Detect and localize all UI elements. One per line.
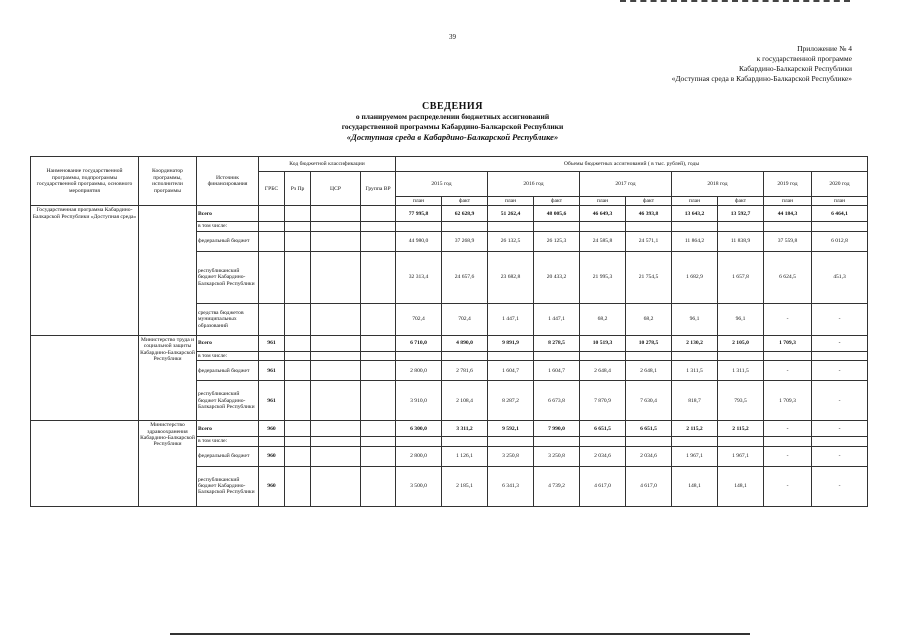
heading-line-4: «Доступная среда в Кабардино-Балкарской Республике» [346, 132, 559, 142]
source-cell: в том числе: [197, 222, 259, 231]
value-cell [672, 351, 718, 360]
header-plan: план [764, 197, 812, 206]
appendix-block [552, 44, 852, 84]
value-cell [718, 351, 764, 360]
value-cell [488, 351, 534, 360]
value-cell: 13 592,7 [718, 206, 764, 222]
value-cell: 24 571,1 [626, 231, 672, 251]
header-rzpr: Рз Пр [285, 172, 311, 206]
value-cell: 77 995,8 [396, 206, 442, 222]
value-cell: 6 651,5 [580, 421, 626, 437]
value-cell: 6 624,5 [764, 251, 812, 303]
value-cell: 3 910,0 [396, 381, 442, 421]
vr-cell [361, 381, 396, 421]
value-cell [626, 437, 672, 446]
value-cell: 6 012,8 [812, 231, 868, 251]
value-cell [764, 437, 812, 446]
rzpr-cell [285, 222, 311, 231]
header-fact: факт [534, 197, 580, 206]
value-cell: 2 105,0 [718, 335, 764, 351]
value-cell: 2 034,6 [580, 446, 626, 466]
value-cell: 13 643,2 [672, 206, 718, 222]
appendix-line-2: к государственной программе [756, 54, 852, 63]
header-plan: план [812, 197, 868, 206]
value-cell: 1 967,1 [672, 446, 718, 466]
value-cell: 9 592,1 [488, 421, 534, 437]
value-cell [396, 437, 442, 446]
value-cell: 702,4 [396, 303, 442, 335]
vr-cell [361, 222, 396, 231]
grbs-cell [259, 437, 285, 446]
value-cell: 1 709,3 [764, 335, 812, 351]
vr-cell [361, 251, 396, 303]
value-cell: 1 447,1 [488, 303, 534, 335]
appendix-line-3: Кабардино-Балкарской Республики [738, 64, 852, 73]
grbs-cell: 960 [259, 466, 285, 506]
header-year-2016: 2016 год [488, 172, 580, 197]
value-cell: - [812, 361, 868, 381]
value-cell: 32 313,4 [396, 251, 442, 303]
vr-cell [361, 437, 396, 446]
value-cell: 793,5 [718, 381, 764, 421]
value-cell: 48 005,6 [534, 206, 580, 222]
value-cell [488, 437, 534, 446]
value-cell: 2 034,6 [626, 446, 672, 466]
csr-cell [311, 421, 361, 437]
value-cell: 7 990,0 [534, 421, 580, 437]
value-cell: 4 617,0 [580, 466, 626, 506]
vr-cell [361, 231, 396, 251]
source-cell: Всего [197, 335, 259, 351]
value-cell: 10 278,5 [626, 335, 672, 351]
csr-cell [311, 222, 361, 231]
value-cell: - [764, 446, 812, 466]
value-cell [626, 351, 672, 360]
value-cell [718, 437, 764, 446]
vr-cell [361, 351, 396, 360]
csr-cell [311, 361, 361, 381]
header-budget-code: Код бюджетной классификации [259, 157, 396, 172]
value-cell: 8 278,5 [534, 335, 580, 351]
value-cell: 46 649,3 [580, 206, 626, 222]
value-cell: 46 393,8 [626, 206, 672, 222]
csr-cell [311, 351, 361, 360]
value-cell: - [812, 335, 868, 351]
rzpr-cell [285, 251, 311, 303]
grbs-cell [259, 206, 285, 222]
vr-cell [361, 466, 396, 506]
value-cell: 21 754,5 [626, 251, 672, 303]
header-grbs: ГРБС [259, 172, 285, 206]
table-row [31, 335, 868, 351]
value-cell: 3 250,8 [488, 446, 534, 466]
source-cell: в том числе: [197, 351, 259, 360]
grbs-cell [259, 303, 285, 335]
value-cell [718, 222, 764, 231]
table-body [31, 206, 868, 506]
value-cell [534, 437, 580, 446]
value-cell [672, 437, 718, 446]
value-cell [672, 222, 718, 231]
value-cell: 23 682,8 [488, 251, 534, 303]
source-cell: республиканский бюджет Кабардино-Балкарской Республики [197, 251, 259, 303]
value-cell: 3 311,2 [442, 421, 488, 437]
value-cell: 1 126,1 [442, 446, 488, 466]
value-cell [580, 437, 626, 446]
value-cell [812, 351, 868, 360]
rzpr-cell [285, 466, 311, 506]
value-cell: - [764, 303, 812, 335]
source-cell: республиканский бюджет Кабардино-Балкарской Республики [197, 466, 259, 506]
coordinator-cell: Министерство здравоохранения Кабардино-Балкарской Республики [139, 421, 197, 506]
value-cell [442, 351, 488, 360]
source-cell: федеральный бюджет [197, 361, 259, 381]
header-year-2015: 2015 год [396, 172, 488, 197]
value-cell: 20 433,2 [534, 251, 580, 303]
header-plan: план [488, 197, 534, 206]
header-vr: Группа ВР [361, 172, 396, 206]
value-cell: 37 559,8 [764, 231, 812, 251]
value-cell: 7 630,4 [626, 381, 672, 421]
grbs-cell: 961 [259, 361, 285, 381]
value-cell: 51 262,4 [488, 206, 534, 222]
value-cell [812, 222, 868, 231]
source-cell: республиканский бюджет Кабардино-Балкарской Республики [197, 381, 259, 421]
appendix-line-4: «Доступная среда в Кабардино-Балкарской Республике» [671, 74, 852, 83]
csr-cell [311, 335, 361, 351]
csr-cell [311, 231, 361, 251]
value-cell [442, 222, 488, 231]
header-plan: план [396, 197, 442, 206]
value-cell [396, 351, 442, 360]
value-cell: 451,3 [812, 251, 868, 303]
value-cell [534, 222, 580, 231]
value-cell: 2 115,2 [672, 421, 718, 437]
vr-cell [361, 335, 396, 351]
value-cell: 9 891,9 [488, 335, 534, 351]
rzpr-cell [285, 303, 311, 335]
value-cell: 2 800,0 [396, 361, 442, 381]
value-cell: 24 585,8 [580, 231, 626, 251]
header-csr: ЦСР [311, 172, 361, 206]
vr-cell [361, 421, 396, 437]
header-volumes: Объемы бюджетных ассигнований ( в тыс. рублей), годы [396, 157, 868, 172]
heading-line-3: государственной программы Кабардино-Балкарской Республики [341, 122, 564, 131]
rzpr-cell [285, 351, 311, 360]
value-cell: 2 115,2 [718, 421, 764, 437]
value-cell: 4 890,0 [442, 335, 488, 351]
value-cell [626, 222, 672, 231]
grbs-cell [259, 351, 285, 360]
csr-cell [311, 303, 361, 335]
grbs-cell [259, 251, 285, 303]
header-program-name: Наименование государственной программы, подпрограммы государственной программы, основного мероприятия [31, 157, 139, 206]
table-row [31, 206, 868, 222]
document-title: СВЕДЕНИЯ [422, 101, 483, 112]
value-cell: 1 967,1 [718, 446, 764, 466]
value-cell: 26 132,5 [488, 231, 534, 251]
value-cell: - [812, 381, 868, 421]
coordinator-cell [139, 206, 197, 335]
header-fact: факт [442, 197, 488, 206]
value-cell [488, 222, 534, 231]
value-cell: 37 268,9 [442, 231, 488, 251]
value-cell: 11 838,9 [718, 231, 764, 251]
rzpr-cell [285, 231, 311, 251]
value-cell: 2 108,4 [442, 381, 488, 421]
value-cell: - [764, 466, 812, 506]
value-cell: 96,1 [672, 303, 718, 335]
header-fact: факт [718, 197, 764, 206]
appendix-line-1: Приложение № 4 [797, 44, 852, 53]
csr-cell [311, 466, 361, 506]
value-cell [396, 222, 442, 231]
grbs-cell: 960 [259, 421, 285, 437]
table-row [31, 421, 868, 437]
value-cell: 1 709,3 [764, 381, 812, 421]
allocation-table [30, 156, 868, 507]
value-cell [534, 351, 580, 360]
value-cell: 2 648,4 [580, 361, 626, 381]
value-cell: 26 125,3 [534, 231, 580, 251]
value-cell: 6 464,1 [812, 206, 868, 222]
rzpr-cell [285, 421, 311, 437]
rzpr-cell [285, 446, 311, 466]
header-plan: план [580, 197, 626, 206]
source-cell: Всего [197, 421, 259, 437]
value-cell [764, 222, 812, 231]
value-cell: 148,1 [718, 466, 764, 506]
value-cell: 44 980,0 [396, 231, 442, 251]
value-cell: 6 300,0 [396, 421, 442, 437]
value-cell: 148,1 [672, 466, 718, 506]
value-cell: 8 287,2 [488, 381, 534, 421]
rzpr-cell [285, 437, 311, 446]
document-heading [0, 101, 905, 143]
grbs-cell: 960 [259, 446, 285, 466]
header-year-2017: 2017 год [580, 172, 672, 197]
header-source: Источник финансирования [197, 157, 259, 206]
source-cell: федеральный бюджет [197, 446, 259, 466]
value-cell: 6 673,8 [534, 381, 580, 421]
grbs-cell [259, 222, 285, 231]
source-cell: Всего [197, 206, 259, 222]
header-coordinator: Координатор программы, исполнители программы [139, 157, 197, 206]
value-cell: 3 250,8 [534, 446, 580, 466]
value-cell: 702,4 [442, 303, 488, 335]
rzpr-cell [285, 206, 311, 222]
value-cell: 1 657,8 [718, 251, 764, 303]
header-year-2019: 2019 год [764, 172, 812, 197]
value-cell: 1 682,9 [672, 251, 718, 303]
value-cell: 1 311,5 [672, 361, 718, 381]
value-cell: - [812, 303, 868, 335]
value-cell: 4 617,0 [626, 466, 672, 506]
value-cell: 24 657,6 [442, 251, 488, 303]
source-cell: средства бюджетов муниципальных образований [197, 303, 259, 335]
program-name-cell [31, 421, 139, 506]
value-cell: 7 870,9 [580, 381, 626, 421]
value-cell: 21 995,3 [580, 251, 626, 303]
value-cell: 2 648,1 [626, 361, 672, 381]
page-number: 39 [449, 33, 456, 41]
csr-cell [311, 381, 361, 421]
value-cell: 62 628,9 [442, 206, 488, 222]
csr-cell [311, 206, 361, 222]
grbs-cell: 961 [259, 335, 285, 351]
program-name-cell [31, 335, 139, 420]
csr-cell [311, 251, 361, 303]
heading-line-2: о планируемом распределении бюджетных ассигнований [355, 112, 550, 121]
value-cell [580, 351, 626, 360]
value-cell: 2 781,6 [442, 361, 488, 381]
value-cell: 1 311,5 [718, 361, 764, 381]
value-cell: 44 184,3 [764, 206, 812, 222]
value-cell: 96,1 [718, 303, 764, 335]
value-cell: - [764, 421, 812, 437]
value-cell: - [812, 466, 868, 506]
vr-cell [361, 206, 396, 222]
scan-bottom-edge-mark [170, 633, 750, 635]
value-cell [580, 222, 626, 231]
value-cell: 818,7 [672, 381, 718, 421]
value-cell: 1 447,1 [534, 303, 580, 335]
rzpr-cell [285, 335, 311, 351]
source-cell: федеральный бюджет [197, 231, 259, 251]
allocation-table-wrapper [30, 156, 867, 507]
grbs-cell [259, 231, 285, 251]
source-cell: в том числе: [197, 437, 259, 446]
value-cell: 68,2 [626, 303, 672, 335]
vr-cell [361, 361, 396, 381]
value-cell: - [812, 446, 868, 466]
header-fact: факт [626, 197, 672, 206]
vr-cell [361, 446, 396, 466]
rzpr-cell [285, 381, 311, 421]
value-cell [442, 437, 488, 446]
value-cell: 68,2 [580, 303, 626, 335]
value-cell: 6 651,5 [626, 421, 672, 437]
value-cell: 1 604,7 [488, 361, 534, 381]
coordinator-cell: Министерство труда и социальной защиты Кабардино-Балкарской Республики [139, 335, 197, 420]
value-cell [812, 437, 868, 446]
value-cell: 6 710,0 [396, 335, 442, 351]
value-cell: - [812, 421, 868, 437]
value-cell: 2 185,1 [442, 466, 488, 506]
csr-cell [311, 437, 361, 446]
value-cell: 2 130,2 [672, 335, 718, 351]
header-year-2020: 2020 год [812, 172, 868, 197]
rzpr-cell [285, 361, 311, 381]
value-cell: 6 341,3 [488, 466, 534, 506]
value-cell: - [764, 361, 812, 381]
value-cell: 4 739,2 [534, 466, 580, 506]
value-cell: 1 604,7 [534, 361, 580, 381]
scan-top-edge-mark [620, 0, 850, 2]
value-cell: 2 800,0 [396, 446, 442, 466]
grbs-cell: 961 [259, 381, 285, 421]
csr-cell [311, 446, 361, 466]
header-year-2018: 2018 год [672, 172, 764, 197]
value-cell: 11 864,2 [672, 231, 718, 251]
program-name-cell: Государственная программа Кабардино-Балкарской Республики «Доступная среда» [31, 206, 139, 335]
value-cell [764, 351, 812, 360]
value-cell: 10 519,3 [580, 335, 626, 351]
value-cell: 3 500,0 [396, 466, 442, 506]
vr-cell [361, 303, 396, 335]
header-plan: план [672, 197, 718, 206]
